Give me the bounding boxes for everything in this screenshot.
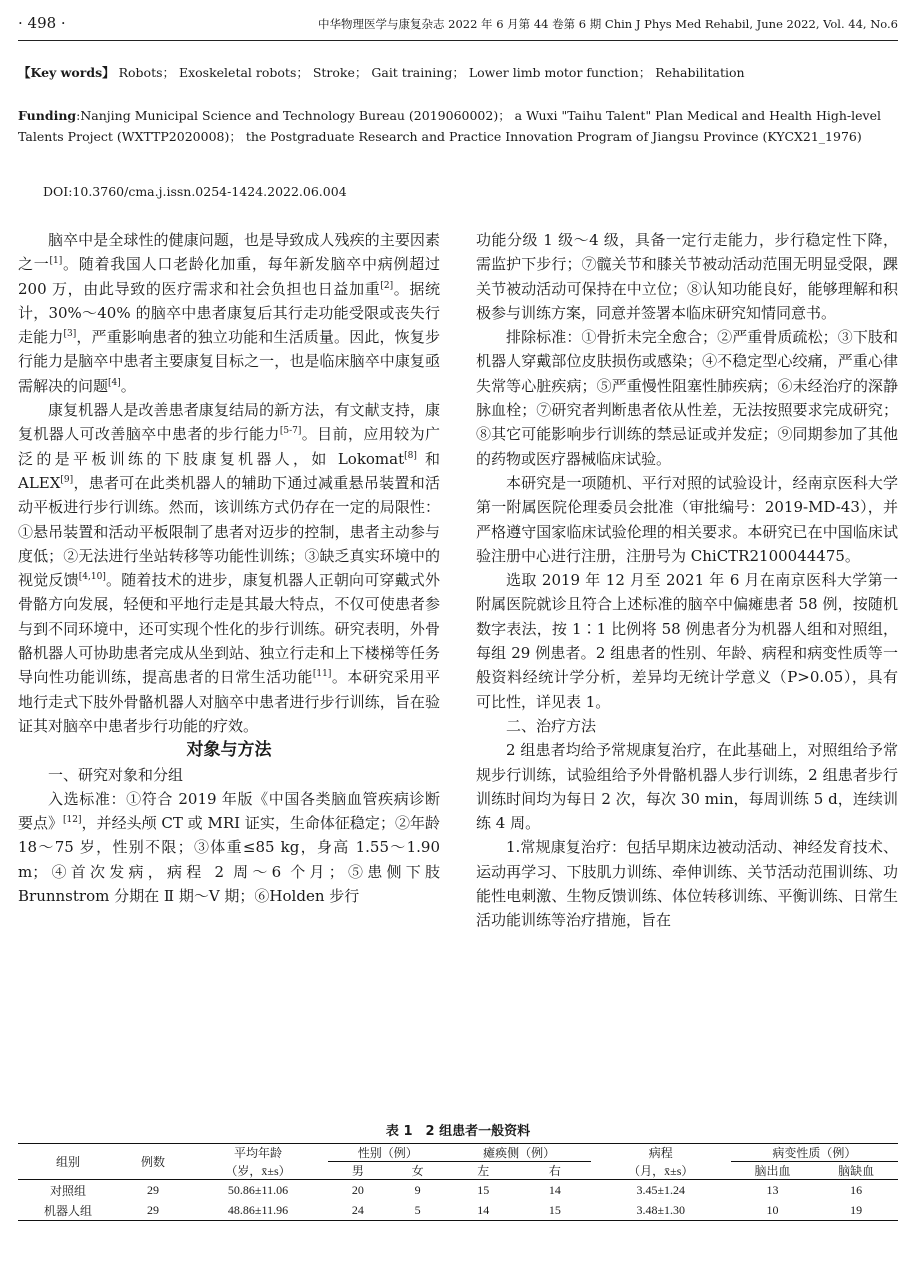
- ethics-paragraph: 本研究是一项随机、平行对照的试验设计，经南京医科大学第一附属医院伦理委员会批准（审批编号：2019-MD-43），并严格遵守国家临床试验伦理的相关要求。本研究已在中国临床试验注册中心进行注册，注册号为 ChiCTR2100044475。: [476, 473, 898, 565]
- funding-block: [18, 105, 898, 147]
- cell-right: 14: [548, 1182, 561, 1197]
- cell-group: 机器人组: [18, 1200, 118, 1221]
- exclusion-criteria-paragraph: 排除标准：①骨折未完全愈合；②严重骨质疏松；③下肢和机器人穿戴部位皮肤损伤或感染；④不稳定型心绞痛，严重心律失常等心脏疾病；⑤严重慢性阻塞性肺疾病；⑥未经治疗的深静脉血栓；⑦研究者判断患者依从性差，无法按照要求完成研究；⑧其它可能影响步行训练的禁忌证或并发症；⑨同期参加了其他的药物或医疗器械临床试验。: [476, 328, 898, 468]
- header-hemorrhage: 脑出血: [731, 1162, 815, 1180]
- funding-text: :Nanjing Municipal Science and Technology Bureau (2019060002)； a Wuxi "Taihu Talent" Plan Medical and Health High-level Talents Project (WXTTP2020008)； the Postgraduate Research and Practice Innovation Program of Jiangsu Province (KYCX21_1976): [18, 108, 881, 144]
- header-n: 例数: [118, 1144, 188, 1180]
- header-course: 病程: [591, 1144, 731, 1162]
- cell-hemorrhage: 10: [731, 1200, 815, 1221]
- table-row: [18, 1180, 898, 1201]
- header-ischemia: 脑缺血: [814, 1162, 898, 1180]
- right-column: [476, 228, 898, 933]
- cell-n: 29: [118, 1200, 188, 1221]
- header-right: 右: [519, 1162, 591, 1180]
- header-age-unit: （岁，x̄±s）: [188, 1162, 328, 1180]
- inclusion-criteria-paragraph: 入选标准：①符合 2019 年版《中国各类脑血管疾病诊断要点》[12]，并经头颅 CT 或 MRI 证实，生命体征稳定；②年龄 18～75 岁，性别不限；③体重≤85 kg，身高 1.55～1.90 m；④首次发病，病程 2 周～6 个月；⑤患侧下肢 Brunnstrom 分期在 Ⅱ 期～Ⅴ 期；⑥Holden 步行: [18, 789, 440, 906]
- citation-5-7[interactable]: [5-7]: [279, 426, 302, 437]
- header-sex: 性别（例）: [328, 1144, 447, 1162]
- table-caption: 表 1 2 组患者一般资料: [385, 1124, 531, 1139]
- cell-left: 15: [477, 1182, 490, 1197]
- citation-8[interactable]: [8]: [404, 450, 417, 461]
- cell-course: 3.45±1.24: [636, 1182, 686, 1197]
- cell-n: 29: [147, 1182, 159, 1197]
- funding-label: Funding: [18, 108, 77, 123]
- keywords-text: Robots； Exoskeletal robots； Stroke； Gait training； Lower limb motor function； Rehabilitation: [114, 65, 745, 80]
- citation-12[interactable]: [12]: [63, 815, 82, 826]
- citation-11[interactable]: [11]: [312, 669, 332, 680]
- citation-2[interactable]: [2]: [380, 280, 394, 291]
- cell-female: 5: [388, 1200, 448, 1221]
- doi-line: [18, 181, 898, 202]
- treatment-paragraph: 2 组患者均给予常规康复治疗，在此基础上，对照组给予常规步行训练，试验组给予外骨骼机器人步行训练，2 组患者步行训练时间均为每日 2 次，每次 30 min，每周训练 5 d，连续训练 4 周。: [476, 741, 898, 833]
- citation-4[interactable]: [4]: [108, 377, 121, 388]
- cell-male: 20: [351, 1182, 364, 1197]
- section-title-methods: 对象与方法: [186, 740, 272, 761]
- cell-age: 50.86±11.06: [227, 1182, 289, 1197]
- cell-age: 48.86±11.96: [188, 1200, 328, 1221]
- subject-selection-paragraph: 选取 2019 年 12 月至 2021 年 6 月在南京医科大学第一附属医院就诊且符合上述标准的脑卒中偏瘫患者 58 例，按随机数字表法，按 1∶1 比例将 58 例患者分为机器人组和对照组，每组 29 例患者。2 组患者的性别、年龄、病程和病变性质等一般资料经统计学分析，差异均无统计学意义（P>0.05），具有可比性，详见表 1。: [476, 571, 898, 711]
- doi-text: DOI:10.3760/cma.j.issn.0254-1424.2022.06.004: [43, 184, 347, 199]
- cell-ischemia: 19: [814, 1200, 898, 1221]
- intro-paragraph-1: 脑卒中是全球性的健康问题，也是导致成人残疾的主要因素之一[1]。随着我国人口老龄化加重，每年新发脑卒中病例超过 200 万，由此导致的医疗需求和社会负担也日益加重[2]。据统计，30%～40% 的脑卒中患者康复后其行走功能受限或丧失行走能力[3]，严重影响患者的独立功能和生活质量。因此，恢复步行能力是脑卒中患者主要康复目标之一，也是临床脑卒中康复亟需解决的问题[4]。: [18, 231, 440, 395]
- cell-right: 15: [519, 1200, 591, 1221]
- table-row: [18, 1200, 898, 1221]
- header-side: 瘫痪侧（例）: [447, 1144, 590, 1162]
- general-data-table: [18, 1143, 898, 1221]
- keywords-label: 【Key words】: [18, 65, 115, 80]
- cell-ischemia: 16: [850, 1182, 863, 1197]
- citation-3[interactable]: [3]: [63, 329, 77, 340]
- cell-course: 3.48±1.30: [591, 1200, 731, 1221]
- cell-left: 14: [447, 1200, 519, 1221]
- cell-hemorrhage: 13: [766, 1182, 779, 1197]
- header-age: 平均年龄: [188, 1144, 328, 1162]
- subsection-title-treatment: 二、治疗方法: [506, 716, 597, 735]
- citation-4-10[interactable]: [4,10]: [78, 572, 106, 583]
- journal-citation: 中华物理医学与康复杂志 2022 年 6 月第 44 卷第 6 期 Chin J Phys Med Rehabil, June 2022, Vol. 44, No.6: [317, 17, 898, 31]
- conventional-rehab-paragraph: 1.常规康复治疗：包括早期床边被动活动、神经发育技术、运动再学习、下肢肌力训练、牵伸训练、关节活动范围训练、功能性电刺激、生物反馈训练、体位转移训练、平衡训练、日常生活功能训练等治疗措施，旨在: [476, 838, 898, 930]
- subsection-title-subjects: 一、研究对象和分组: [48, 765, 184, 784]
- intro-paragraph-2: 康复机器人是改善患者康复结局的新方法，有文献支持，康复机器人可改善脑卒中患者的步行能力[5-7]。目前，应用较为广泛的是平板训练的下肢康复机器人，如 Lokomat[8] 和 ALEX[9]，患者可在此类机器人的辅助下通过减重悬吊装置和活动平板进行步行训练。然而，该训练方式仍存在一定的局限性：①悬吊装置和活动平板限制了患者对迈步的控制，患者主动参与度低；②无法进行坐站转移等功能性训练；③缺乏真实环境中的视觉反馈[4,10]。随着技术的进步，康复机器人正朝向可穿戴式外骨骼方向发展，轻便和平地行走是其最大特点，不仅可使患者参与到不同环境中，还可实现个性化的步行训练。研究表明，外骨骼机器人可协助患者完成从坐到站、独立行走和上下楼梯等任务导向性功能训练，提高患者的日常生活功能[11]。本研究采用平地行走式下肢外骨骼机器人对脑卒中患者进行步行训练，旨在验证其对脑卒中患者步行功能的疗效。: [18, 401, 440, 735]
- header-female: 女: [388, 1162, 448, 1180]
- header-male: 男: [328, 1162, 388, 1180]
- citation-9[interactable]: [9]: [60, 474, 74, 485]
- cell-group: 对照组: [49, 1183, 86, 1198]
- page-number: · 498 ·: [18, 14, 66, 32]
- header-course-unit: （月，x̄±s）: [591, 1162, 731, 1180]
- header-nature: 病变性质（例）: [731, 1144, 898, 1162]
- citation-1[interactable]: [1]: [49, 256, 63, 267]
- left-column: [18, 228, 440, 908]
- inclusion-criteria-continued: 功能分级 1 级～4 级，具备一定行走能力，步行稳定性下降，需监护下步行；⑦髋关节和膝关节被动活动范围无明显受限，踝关节被动活动可保持在中立位；⑧认知功能良好，能够理解和积极参与训练方案，同意并签署本临床研究知情同意书。: [476, 231, 898, 322]
- header-left: 左: [447, 1162, 519, 1180]
- keywords-block: [18, 62, 898, 83]
- running-header: [18, 10, 898, 41]
- cell-male: 24: [328, 1200, 388, 1221]
- cell-female: 9: [414, 1182, 421, 1197]
- header-group: 组别: [18, 1144, 118, 1180]
